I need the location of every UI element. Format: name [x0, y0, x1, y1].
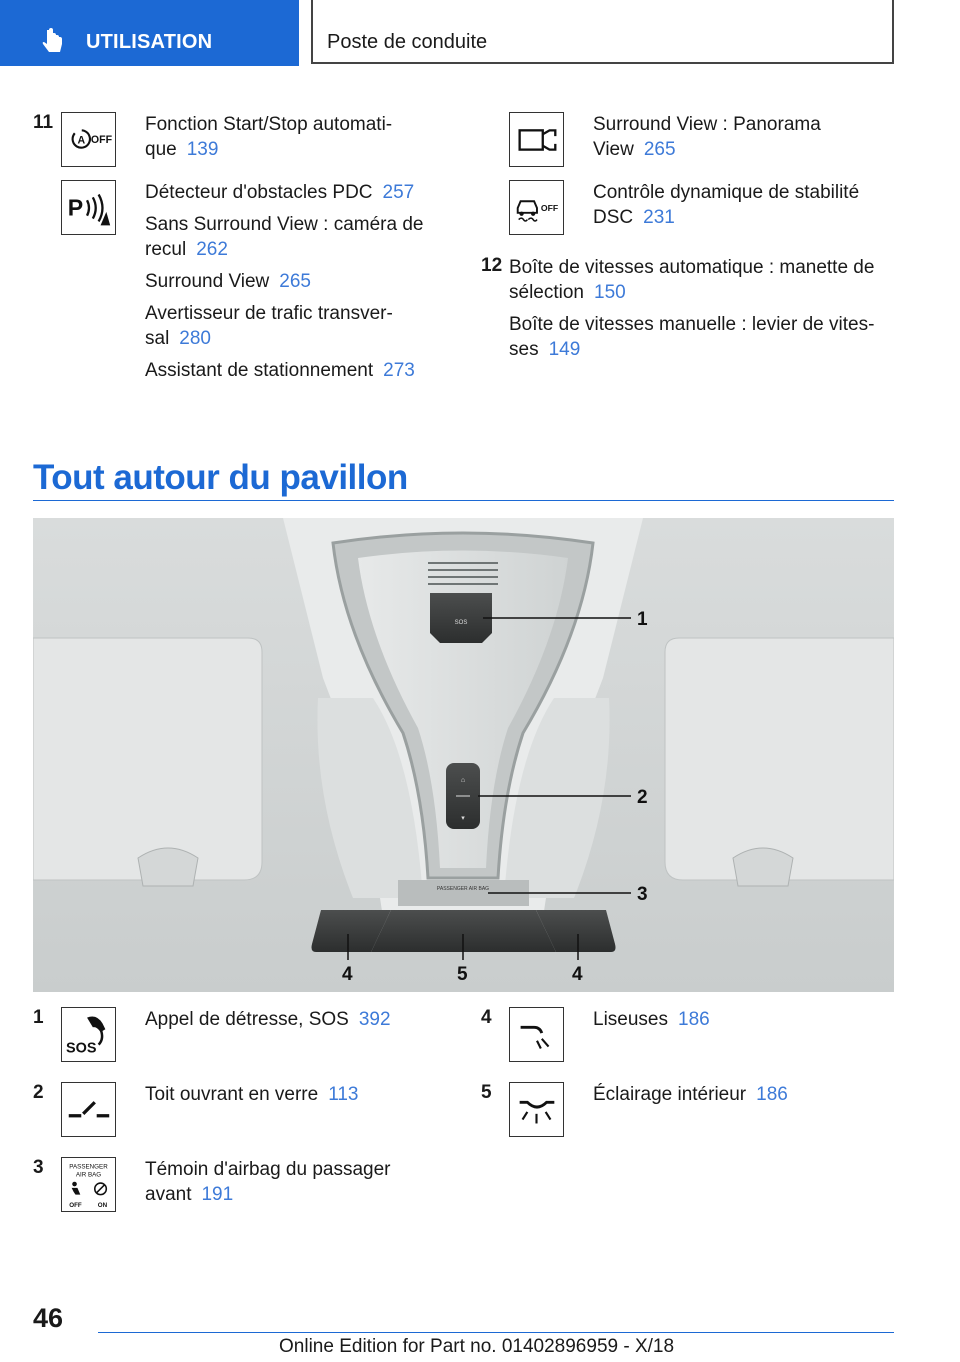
page-ref-link[interactable]: 280	[179, 328, 211, 349]
item-number: 4	[481, 1007, 492, 1028]
page-ref-link[interactable]: 149	[548, 339, 581, 360]
entry-text: Avertisseur de trafic transver- sal	[145, 303, 393, 349]
list-item	[145, 180, 445, 390]
svg-text:4: 4	[572, 964, 583, 985]
entry-text: Liseuses	[593, 1009, 668, 1030]
list-item	[593, 180, 893, 237]
list-item	[509, 255, 894, 369]
entry-text: Assistant de stationnement	[145, 360, 374, 381]
svg-text:2: 2	[637, 787, 648, 808]
page-ref-link[interactable]: 265	[279, 271, 311, 292]
svg-text:PASSENGER AIR BAG: PASSENGER AIR BAG	[436, 886, 490, 892]
page-ref-link[interactable]: 186	[678, 1009, 710, 1030]
svg-text:4: 4	[342, 964, 353, 985]
item-number: 1	[33, 1007, 44, 1028]
page-ref-link[interactable]: 273	[383, 360, 415, 381]
list-item	[145, 112, 445, 169]
page-ref-link[interactable]: 265	[643, 139, 676, 160]
page-ref-link[interactable]: 231	[643, 207, 675, 228]
entry-text: Appel de détresse, SOS	[145, 1009, 349, 1030]
page-ref-link[interactable]: 150	[594, 282, 626, 303]
entry-text: Surround View	[145, 271, 270, 292]
svg-text:5: 5	[457, 964, 468, 985]
entry-text: Éclairage intérieur	[593, 1084, 747, 1105]
entry-text: Contrôle dynamique de stabilité DSC	[593, 182, 860, 228]
passenger-airbag-icon	[61, 1157, 116, 1212]
entry-text: Toit ouvrant en verre	[145, 1084, 319, 1105]
interior-light-icon	[509, 1082, 564, 1137]
list-item	[593, 1082, 893, 1114]
page-ref-link[interactable]: 186	[756, 1084, 788, 1105]
list-item	[593, 112, 893, 169]
svg-text:ON: ON	[97, 1202, 108, 1210]
sunroof-icon	[61, 1082, 116, 1137]
page-ref-link[interactable]: 191	[201, 1184, 234, 1205]
svg-text:A: A	[77, 134, 86, 147]
list-item	[145, 1082, 445, 1114]
panorama-view-icon	[509, 112, 564, 167]
svg-text:OFF: OFF	[540, 202, 559, 213]
roof-console-photo	[33, 518, 894, 992]
dsc-off-icon	[509, 180, 564, 235]
list-item	[145, 1157, 445, 1214]
svg-text:3: 3	[637, 884, 648, 905]
svg-text:PASSENGER: PASSENGER	[69, 1163, 108, 1171]
chapter-tab[interactable]	[311, 0, 894, 64]
svg-text:SOS: SOS	[454, 620, 468, 626]
item-number: 2	[33, 1082, 44, 1103]
footer-divider	[98, 1332, 894, 1333]
svg-text:AIR BAG: AIR BAG	[75, 1171, 102, 1179]
list-item	[593, 1007, 893, 1039]
section-divider	[33, 500, 894, 501]
svg-text:P: P	[67, 194, 84, 221]
section-heading: Tout autour du pavillon	[33, 458, 408, 497]
item-number: 5	[481, 1082, 492, 1103]
list-item	[145, 1007, 445, 1039]
auto-start-stop-off-icon	[61, 112, 116, 167]
entry-text: Témoin d'airbag du passager avant	[145, 1159, 391, 1205]
page-ref-link[interactable]: 262	[196, 239, 228, 260]
edition-note: Online Edition for Part no. 01402896959 - X/18	[279, 1336, 675, 1357]
hand-pointer-icon	[40, 28, 68, 56]
section-label: UTILISATION	[86, 31, 213, 53]
item-number: 11	[33, 112, 54, 133]
svg-text:⌂: ⌂	[460, 777, 466, 784]
page-ref-link[interactable]: 113	[328, 1084, 359, 1105]
item-number: 3	[33, 1157, 44, 1178]
sos-call-icon	[61, 1007, 116, 1062]
item-number: 12	[481, 255, 503, 276]
reading-light-icon	[509, 1007, 564, 1062]
page-ref-link[interactable]: 392	[358, 1009, 391, 1030]
park-distance-control-icon	[61, 180, 116, 235]
svg-text:OFF: OFF	[90, 133, 113, 146]
svg-text:▾: ▾	[461, 815, 465, 822]
svg-text:SOS: SOS	[66, 1040, 97, 1057]
entry-text: Boîte de vitesses manuelle : levier de vites- ses	[509, 314, 875, 360]
entry-text: Fonction Start/Stop automati- que	[145, 114, 393, 160]
entry-text: Sans Surround View : caméra de recul	[145, 214, 424, 260]
entry-text: Surround View : Panorama View	[593, 114, 821, 160]
page-number: 46	[33, 1303, 64, 1333]
page-header	[0, 0, 960, 66]
section-tab[interactable]	[0, 0, 299, 66]
entry-text: Détecteur d'obstacles PDC	[145, 182, 373, 203]
chapter-label: Poste de conduite	[327, 31, 488, 53]
page-ref-link[interactable]: 139	[186, 139, 219, 160]
svg-text:OFF: OFF	[69, 1202, 82, 1210]
entry-text: Boîte de vitesses automatique : manette de sélection	[509, 257, 875, 303]
page-ref-link[interactable]: 257	[382, 182, 415, 203]
svg-text:1: 1	[637, 609, 648, 630]
